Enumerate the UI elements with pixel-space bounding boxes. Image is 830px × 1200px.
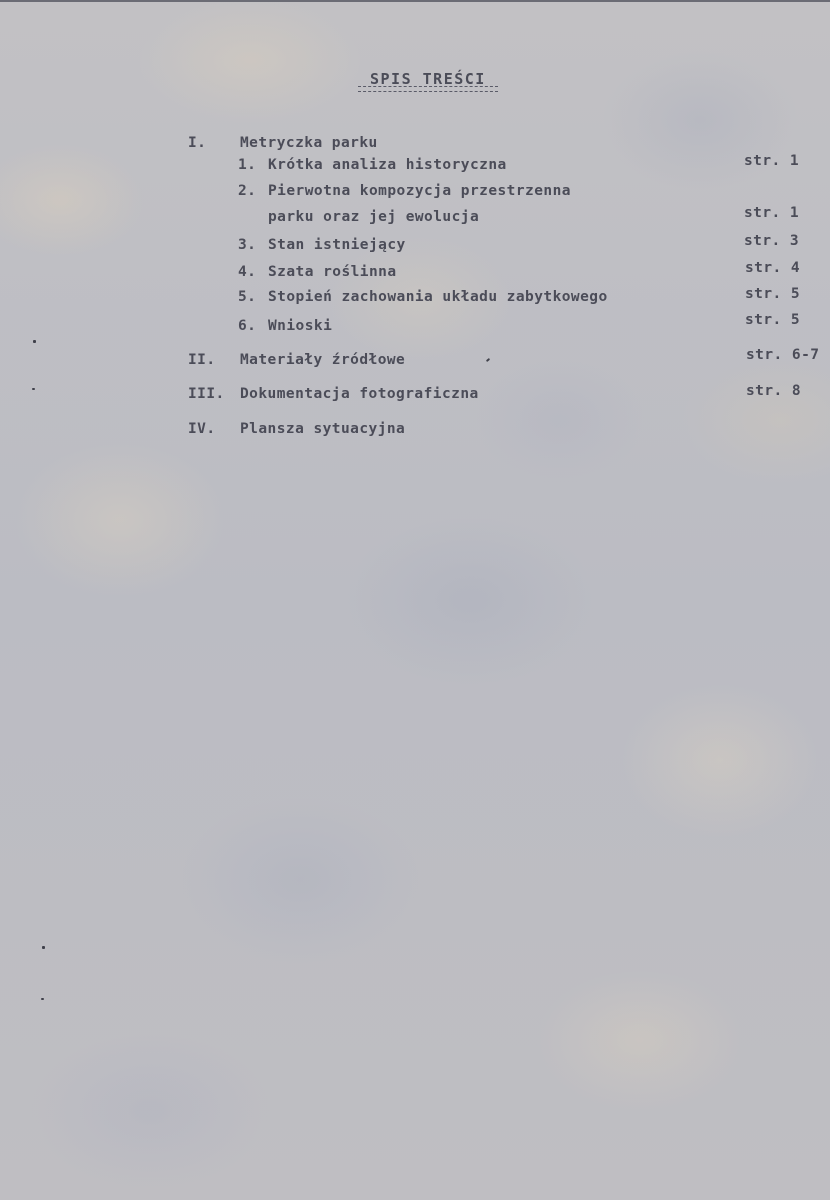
paper-speck: [33, 340, 36, 343]
toc-label: Szata roślinna: [268, 264, 397, 280]
toc-label: Stopień zachowania układu zabytkowego: [268, 289, 608, 305]
toc-label: Stan istniejący: [268, 237, 406, 253]
toc-page: str. 1: [744, 153, 800, 169]
toc-number: 2.: [238, 183, 257, 199]
toc-label: Wnioski: [268, 318, 333, 334]
toc-label: Pierwotna kompozycja przestrzenna: [268, 183, 571, 199]
paper-speck: [41, 998, 44, 1000]
toc-page: str. 5: [745, 286, 801, 302]
title-underline: [358, 86, 498, 92]
toc-number: II.: [188, 352, 216, 368]
toc-number: III.: [188, 386, 225, 402]
toc-label: Materiały źródłowe: [240, 352, 406, 368]
toc-label: Metryczka parku: [240, 135, 378, 151]
toc-page: str. 5: [745, 312, 801, 328]
page-top-edge: [0, 0, 830, 2]
paper-speck: [486, 358, 490, 362]
toc-number: 1.: [238, 157, 257, 173]
toc-number: 5.: [238, 289, 257, 305]
toc-number: I.: [188, 135, 207, 151]
document-title: SPIS TREŚCI: [370, 70, 486, 88]
toc-number: 3.: [238, 237, 257, 253]
toc-label: Plansza sytuacyjna: [240, 421, 406, 437]
toc-number: IV.: [188, 421, 216, 437]
toc-number: 6.: [238, 318, 257, 334]
toc-page: str. 8: [746, 383, 802, 399]
paper-speck: [42, 946, 45, 949]
toc-label: Dokumentacja fotograficzna: [240, 386, 479, 402]
toc-page: str. 6-7: [746, 347, 820, 363]
paper-speck: [32, 388, 35, 390]
toc-label: parku oraz jej ewolucja: [268, 209, 480, 225]
toc-page: str. 4: [745, 260, 801, 276]
toc-page: str. 3: [744, 233, 800, 249]
toc-number: 4.: [238, 264, 257, 280]
toc-label: Krótka analiza historyczna: [268, 157, 507, 173]
toc-page: str. 1: [744, 205, 800, 221]
